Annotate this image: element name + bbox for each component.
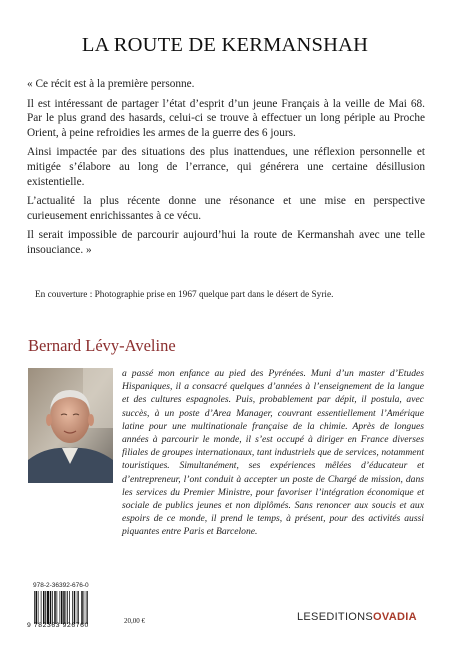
publisher-name-accent: OVADIA xyxy=(373,611,417,623)
blurb-paragraph: Il serait impossible de parcourir aujourd’hui la route de Kermanshah avec une telle insouciance. » xyxy=(27,229,425,256)
blurb-paragraph: Il est intéressant de partager l’état d’esprit d’un jeune Français à la veille de Mai 68. Par le plus grand des hasards, celui-ci se trouve à effectuer un long périple au Proche Orient, à peine refroidies les armes de la guerre des 6 jours. xyxy=(27,97,425,139)
author-bio: a passé mon enfance au pied des Pyrénées. Muni d’un master d’Etudes Hispaniques, il a consacré quelques d’années à l’enseignement de la langue et des cultures espagnoles. Puis, probablement par dépit, il postula, avec succès, à un poste d’Area Manager, couvrant essentiellement l’Amérique latine pour une multinationale française de la chimie. Après de longues années à parcourir le monde, il s’est occupé à diriger en France diverses filiales de groupes internationaux, tant industriels que de services, notamment touristiques. Simultanément, ses expériences mêlées d’éducateur et d’entrepreneur, l’ont conduit à accepter un poste de Chargé de mission, dans les services du Premier Ministre, pour favoriser l’intégration économique et sociale de publics jeunes et non diplômés. Sans renoncer aux soucis et aux espoirs de ce monde, il prend le temps, à présent, pour des activités aussi piquantes entre Paris et Barcelone. xyxy=(122,368,424,538)
author-photo xyxy=(28,368,113,483)
barcode-digits: 9 782363 926760 xyxy=(27,622,89,629)
publisher-name-part: LESEDITIONS xyxy=(297,611,374,623)
blurb-paragraph: Ainsi impactée par des situations des plus inattendues, une réflexion personnelle et mitigée s’élabore au long de l’errance, qui générera une certaine désillusion existentielle. xyxy=(27,146,425,188)
cover-caption: En couverture : Photographie prise en 1967 quelque part dans le désert de Syrie. xyxy=(35,290,334,300)
blurb-paragraph: « Ce récit est à la première personne. xyxy=(27,78,195,90)
publisher-logo xyxy=(297,611,417,623)
blurb-paragraph: L’actualité la plus récente donne une résonance et une mise en perspective curieusement enrichissantes à ce vécu. xyxy=(27,195,425,222)
isbn: 978-2-36392-676-0 xyxy=(33,582,89,589)
book-title: LA ROUTE DE KERMANSHAH xyxy=(81,34,369,56)
barcode xyxy=(33,591,115,624)
author-name: Bernard Lévy-Aveline xyxy=(28,336,176,355)
price: 20,00 € xyxy=(124,617,145,625)
blurb xyxy=(27,77,425,263)
